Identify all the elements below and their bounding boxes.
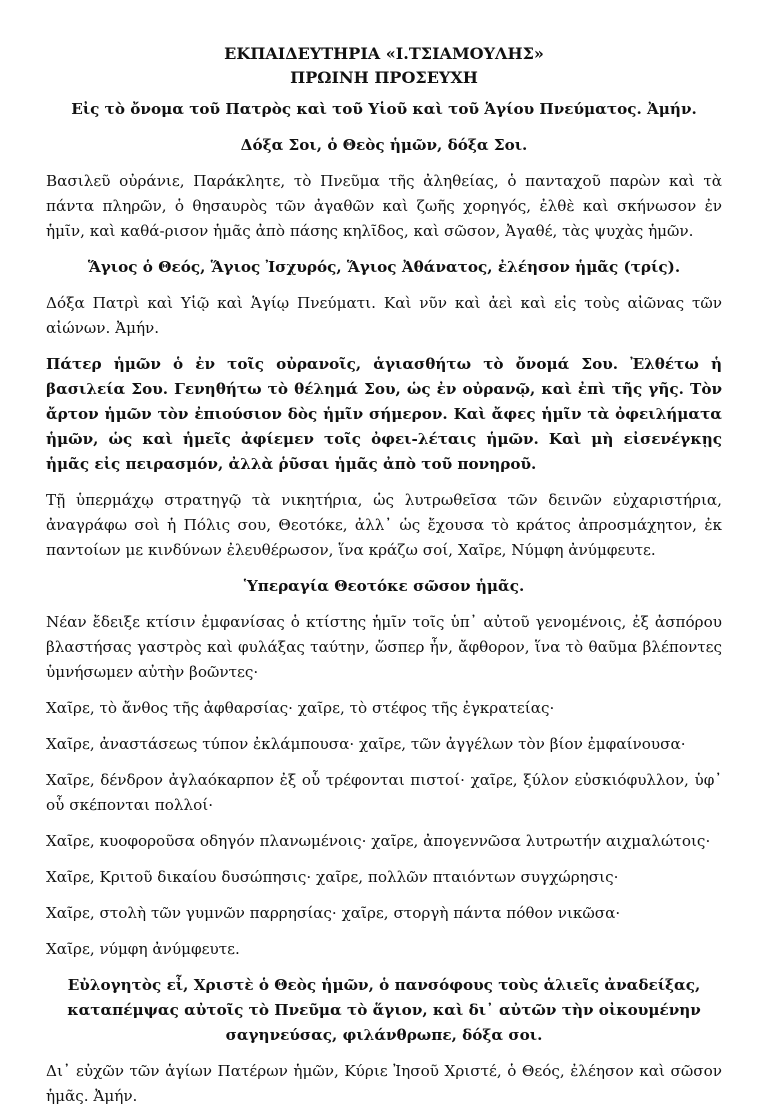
- eulogetos: Εὐλογητὸς εἶ, Χριστὲ ὁ Θεὸς ἡμῶν, ὁ πανσόφους τοὺς ἁλιεῖς ἀναδείξας, καταπέμψας αὐτοῖς τὸ Πνεῦμα τὸ ἅγιον, καὶ δι᾽ αὐτῶν τὴν οἰκουμένην σαγηνεύσας, φιλάνθρωπε, δόξα σοι.: [67, 976, 701, 1044]
- chaire-line: Χαῖρε, τὸ ἄνθος τῆς ἀφθαρσίας· χαῖρε, τὸ στέφος τῆς ἐγκρατείας·: [46, 699, 555, 717]
- chaire-line: Χαῖρε, κυοφοροῦσα οδηγόν πλανωμένοις· χαῖρε, ἀπογεννῶσα λυτρωτήν αιχμαλώτοις·: [46, 832, 711, 850]
- chaire-line: Χαῖρε, νύμφη ἀνύμφευτε.: [46, 940, 240, 958]
- doxa-line: Δόξα Σοι, ὁ Θεὸς ἡμῶν, δόξα Σοι.: [240, 136, 528, 154]
- closing-prayer: Δι᾽ εὐχῶν τῶν ἁγίων Πατέρων ἡμῶν, Κύριε Ἰησοῦ Χριστέ, ὁ Θεός, ἐλέησον καὶ σῶσον ἡμᾶς. Ἀμήν.: [46, 1062, 722, 1105]
- chaire-line: Χαῖρε, Κριτοῦ δικαίου δυσώπησις· χαῖρε, πολλῶν πταιόντων συγχώρησις·: [46, 868, 619, 886]
- kontakion: Τῇ ὑπερμάχῳ στρατηγῷ τὰ νικητήρια, ὡς λυτρωθεῖσα τῶν δεινῶν εὐχαριστήρια, ἀναγράφω σοὶ ἡ Πόλις σου, Θεοτόκε, ἀλλ᾽ ὡς ἔχουσα τὸ κράτος ἀπροσμάχητον, ἐκ παντοίων με κινδύνων ἐλευθέρωσον, ἵνα κράζω σοί, Χαῖρε, Νύμφη ἀνύμφευτε.: [46, 491, 722, 559]
- page-title: ΠΡΩΙΝΗ ΠΡΟΣΕΥΧΗ: [290, 68, 478, 87]
- oikos-nean: Νέαν ἔδειξε κτίσιν ἐμφανίσας ὁ κτίστης ἡμῖν τοῖς ὑπ᾽ αὐτοῦ γενομένοις, ἐξ ἀσπόρου βλαστήσας γαστρὸς καὶ φυλάξας ταύτην, ὥσπερ ἦν, ἄφθορον, ἵνα τὸ θαῦμα βλέποντες ὑμνήσωμεν αὐτὴν βοῶντες·: [46, 613, 722, 681]
- trisagion: Ἅγιος ὁ Θεός, Ἅγιος Ἰσχυρός, Ἅγιος Ἀθάνατος, ἐλέησον ἡμᾶς (τρίς).: [87, 258, 681, 276]
- chaire-line: Χαῖρε, στολὴ τῶν γυμνῶν παρρησίας· χαῖρε, στοργὴ πάντα πόθον νικῶσα·: [46, 904, 621, 922]
- lords-prayer: Πάτερ ἡμῶν ὁ ἐν τοῖς οὐρανοῖς, ἁγιασθήτω τὸ ὄνομά Σου. Ἐλθέτω ἡ βασιλεία Σου. Γενηθήτω τὸ θέλημά Σου, ὡς ἐν οὐρανῷ, καὶ ἐπὶ τῆς γῆς. Τὸν ἄρτον ἡμῶν τὸν ἐπιούσιον δὸς ἡμῖν σήμερον. Καὶ ἄφες ἡμῖν τὰ ὀφειλήματα ἡμῶν, ὡς καὶ ἡμεῖς ἀφίεμεν τοῖς ὀφει-λέταις ἡμῶν. Καὶ μὴ εἰσενέγκῃς ἡμᾶς εἰς πειρασμόν, ἀλλὰ ῥῦσαι ἡμᾶς ἀπὸ τοῦ πονηροῦ.: [46, 355, 722, 473]
- school-name: ΕΚΠΑΙΔΕΥΤΗΡΙΑ «Ι.ΤΣΙΑΜΟΥΛΗΣ»: [224, 44, 544, 63]
- invocation: Εἰς τὸ ὄνομα τοῦ Πατρὸς καὶ τοῦ Υἱοῦ καὶ τοῦ Ἁγίου Πνεύματος. Ἀμήν.: [71, 100, 697, 118]
- chaire-line: Χαῖρε, δένδρον ἀγλαόκαρπον ἐξ οὗ τρέφονται πιστοί· χαῖρε, ξύλον εὐσκιόφυλλον, ὑφ᾽ οὗ σκέπονται πολλοί·: [46, 771, 722, 814]
- glory-be: Δόξα Πατρὶ καὶ Υἱῷ καὶ Ἁγίῳ Πνεύματι. Καὶ νῦν καὶ ἀεὶ καὶ εἰς τοὺς αἰῶνας τῶν αἰώνων. Ἀμήν.: [46, 294, 722, 337]
- hyperagia: Ὑπεραγία Θεοτόκε σῶσον ἡμᾶς.: [243, 577, 525, 595]
- chaire-line: Χαῖρε, ἀναστάσεως τύπον ἐκλάμπουσα· χαῖρε, τῶν ἀγγέλων τὸν βίον ἐμφαίνουσα·: [46, 735, 686, 753]
- prayer-basileu: Βασιλεῦ οὐράνιε, Παράκλητε, τὸ Πνεῦμα τῆς ἀληθείας, ὁ πανταχοῦ παρὼν καὶ τὰ πάντα πληρῶν, ὁ θησαυρὸς τῶν ἀγαθῶν καὶ ζωῆς χορηγός, ἐλθὲ καὶ σκήνωσον ἐν ἡμῖν, καὶ καθά-ρισον ἡμᾶς ἀπὸ πάσης κηλῖδος, καὶ σῶσον, Ἀγαθέ, τὰς ψυχὰς ἡμῶν.: [46, 172, 722, 240]
